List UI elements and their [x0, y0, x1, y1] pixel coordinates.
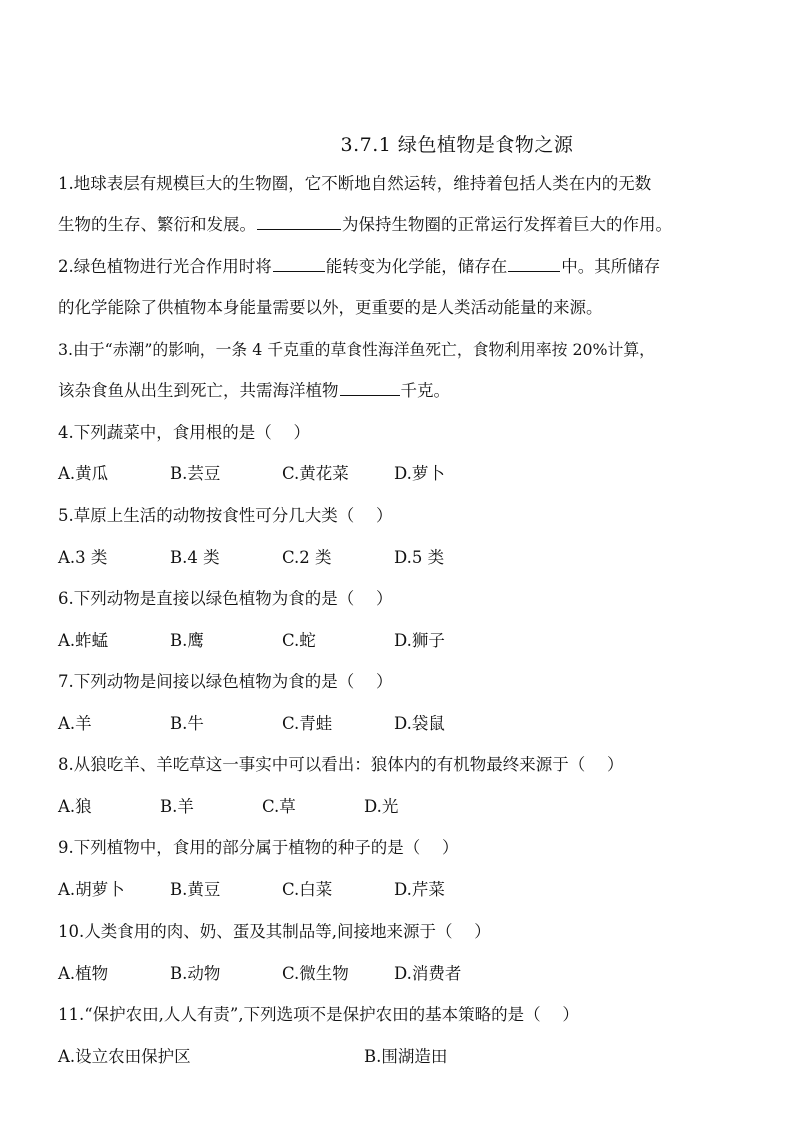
question-3-text-post: 千克。 [400, 381, 450, 400]
option-d[interactable]: D.袋鼠 [394, 714, 445, 733]
question-11-options [58, 1045, 748, 1069]
option-b[interactable]: B.围湖造田 [364, 1047, 448, 1066]
question-3-text-pre: 该杂食鱼从出生到死亡，共需海洋植物 [58, 381, 339, 400]
option-d[interactable]: D.狮子 [394, 631, 445, 650]
question-3-line-2 [58, 379, 748, 403]
option-b[interactable]: B.芸豆 [170, 464, 221, 483]
option-a[interactable]: A.羊 [58, 714, 92, 733]
question-4-options [58, 462, 748, 486]
option-a[interactable]: A.胡萝卜 [58, 880, 125, 899]
question-2-blank-1[interactable] [273, 270, 325, 272]
option-c[interactable]: C.2 类 [282, 548, 332, 567]
option-a[interactable]: A.植物 [58, 964, 109, 983]
option-c[interactable]: C.黄花菜 [282, 464, 349, 483]
option-b[interactable]: B.羊 [160, 797, 194, 816]
option-c[interactable]: C.青蛙 [282, 714, 333, 733]
question-6-stem: 6.下列动物是直接以绿色植物为食的是（ ） [58, 589, 393, 608]
option-d[interactable]: D.消费者 [394, 964, 462, 983]
option-d[interactable]: D.芹菜 [394, 880, 445, 899]
question-1-blank[interactable] [257, 228, 341, 230]
question-8-options [58, 795, 748, 819]
question-1-text-post: 为保持生物圈的正常运行发挥着巨大的作用。 [342, 215, 672, 234]
question-1-line-2 [58, 213, 748, 237]
question-5-stem: 5.草原上生活的动物按食性可分几大类（ ） [58, 506, 393, 525]
option-c[interactable]: C.白菜 [282, 880, 333, 899]
question-7-options [58, 712, 748, 736]
option-a[interactable]: A.3 类 [58, 548, 108, 567]
question-5-options [58, 546, 748, 570]
option-a[interactable]: A.黄瓜 [58, 464, 109, 483]
question-2-text-b: 能转变为化学能，储存在 [325, 257, 508, 276]
question-11-stem: 11.“保护农田,人人有责”,下列选项不是保护农田的基本策略的是（ ） [58, 1005, 579, 1024]
question-1-line-1: 1.地球表层有规模巨大的生物圈，它不断地自然运转，维持着包括人类在内的无数 [58, 174, 652, 193]
option-a[interactable]: A.蚱蜢 [58, 631, 109, 650]
question-9-options [58, 878, 748, 902]
option-d[interactable]: D.5 类 [394, 548, 445, 567]
option-c[interactable]: C.蛇 [282, 631, 316, 650]
page-title: 3.7.1 绿色植物是食物之源 [340, 134, 574, 156]
option-d[interactable]: D.萝卜 [394, 464, 445, 483]
option-d[interactable]: D.光 [364, 797, 399, 816]
question-10-stem: 10.人类食用的肉、奶、蛋及其制品等,间接地来源于（ ） [58, 922, 491, 941]
option-b[interactable]: B.牛 [170, 714, 204, 733]
question-3-blank[interactable] [340, 394, 400, 396]
question-4-stem: 4.下列蔬菜中，食用根的是（ ） [58, 423, 310, 442]
option-b[interactable]: B.黄豆 [170, 880, 221, 899]
question-3-line-1: 3.由于“赤潮”的影响，一条 4 千克重的草食性海洋鱼死亡，食物利用率按 20%计算， [58, 340, 655, 359]
question-8-stem: 8.从狼吃羊、羊吃草这一事实中可以看出：狼体内的有机物最终来源于（ ） [58, 755, 624, 774]
option-b[interactable]: B.4 类 [170, 548, 220, 567]
question-2-blank-2[interactable] [508, 270, 560, 272]
option-a[interactable]: A.设立农田保护区 [58, 1047, 191, 1066]
question-2-line-1 [58, 255, 748, 279]
question-2-text-c: 中。其所储存 [561, 257, 661, 276]
question-1-text-pre: 生物的生存、繁衍和发展。 [58, 215, 256, 234]
question-10-options [58, 962, 748, 986]
question-2-text-a: 2.绿色植物进行光合作用时将 [58, 257, 272, 276]
option-a[interactable]: A.狼 [58, 797, 92, 816]
question-6-options [58, 629, 748, 653]
option-b[interactable]: B.动物 [170, 964, 221, 983]
question-9-stem: 9.下列植物中，食用的部分属于植物的种子的是（ ） [58, 838, 459, 857]
option-b[interactable]: B.鹰 [170, 631, 204, 650]
option-c[interactable]: C.草 [262, 797, 296, 816]
question-2-line-2: 的化学能除了供植物本身能量需要以外，更重要的是人类活动能量的来源。 [58, 298, 603, 317]
option-c[interactable]: C.微生物 [282, 964, 349, 983]
question-7-stem: 7.下列动物是间接以绿色植物为食的是（ ） [58, 672, 393, 691]
